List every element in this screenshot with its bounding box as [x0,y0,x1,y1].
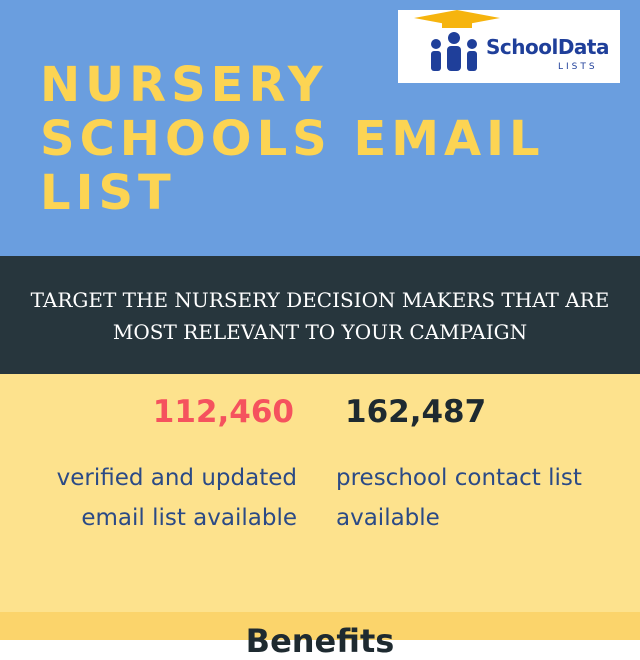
stat-email-count: 112,460 [152,394,294,430]
logo-subtitle: LISTS [558,62,598,72]
graduation-cap-icon [412,10,502,32]
stat-contact-description: preschool contact list available [336,465,582,531]
page-title: NURSERY SCHOOLS EMAIL LIST [40,57,545,221]
hero-section [0,0,640,256]
stat-email-description: verified and updated email list available [56,465,297,531]
stat-contact-count: 162,487 [345,394,487,430]
banner-text: TARGET THE NURSERY DECISION MAKERS THAT ARE MOST RELEVANT TO YOUR CAMPAIGN [30,288,610,344]
benefits-heading: Benefits [245,622,395,660]
benefits-section [0,612,640,660]
logo-wordmark: SchoolData [486,35,609,59]
